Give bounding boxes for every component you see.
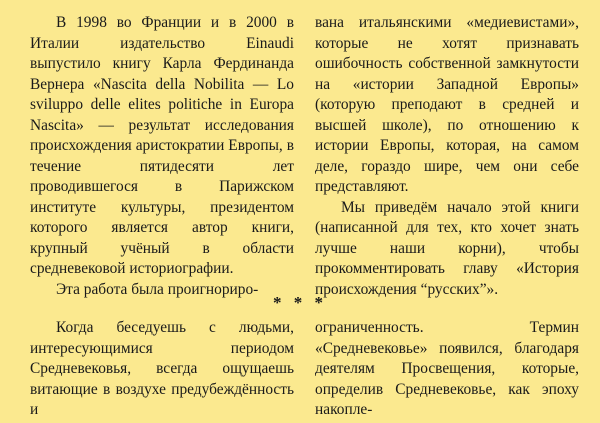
top-left-column — [30, 13, 294, 300]
paragraph-ignored-start: Эта работа была проигнориро- — [56, 280, 259, 298]
bottom-left-column — [30, 318, 294, 421]
paragraph-book-start: Мы приведём начало этой книги (написанной для тех, кто хочет знать лучше наши корни), чтобы прокомментировать главу «История происхождения “русских”». — [315, 198, 579, 298]
section-separator: * * * — [273, 293, 327, 312]
paragraph-middle-ages-continuation: ограниченность. Термин «Средневековье» появился, благодаря деятелям Просвещения, которые, определив Средневековье, как эпоху накопле- — [315, 319, 579, 418]
paragraph-ignored-continuation: вана итальянскими «медиевистами», которые не хотят признавать ошибочность собственной замкнутости на «истории Западной Европы» (которую преподают в средней и высшей школе), по отношению к истории Европы, которая, на самом деле, гораздо шире, чем они себе представляют. — [315, 14, 579, 195]
bottom-right-column — [315, 318, 579, 421]
paragraph-werner-book: В 1998 во Франции и в 2000 в Италии издательство Einaudi выпустило книгу Карла Фердинанда Вернера «Nascita della Nobilita — Lo sviluppo delle elites politiche in Europa Nascita» — результат исследования происхождения аристократии Европы, в течение пятидесяти лет проводившегося в Парижском институте культуры, президентом которого является автор книги, крупный учёный в области средневековой историографии. — [30, 14, 294, 277]
top-right-column — [315, 13, 579, 300]
paragraph-middle-ages-start: Когда беседуешь с людьми, интересующимися периодом Средневековья, всегда ощущаешь витающие в воздухе предубеждённость и — [30, 319, 294, 418]
